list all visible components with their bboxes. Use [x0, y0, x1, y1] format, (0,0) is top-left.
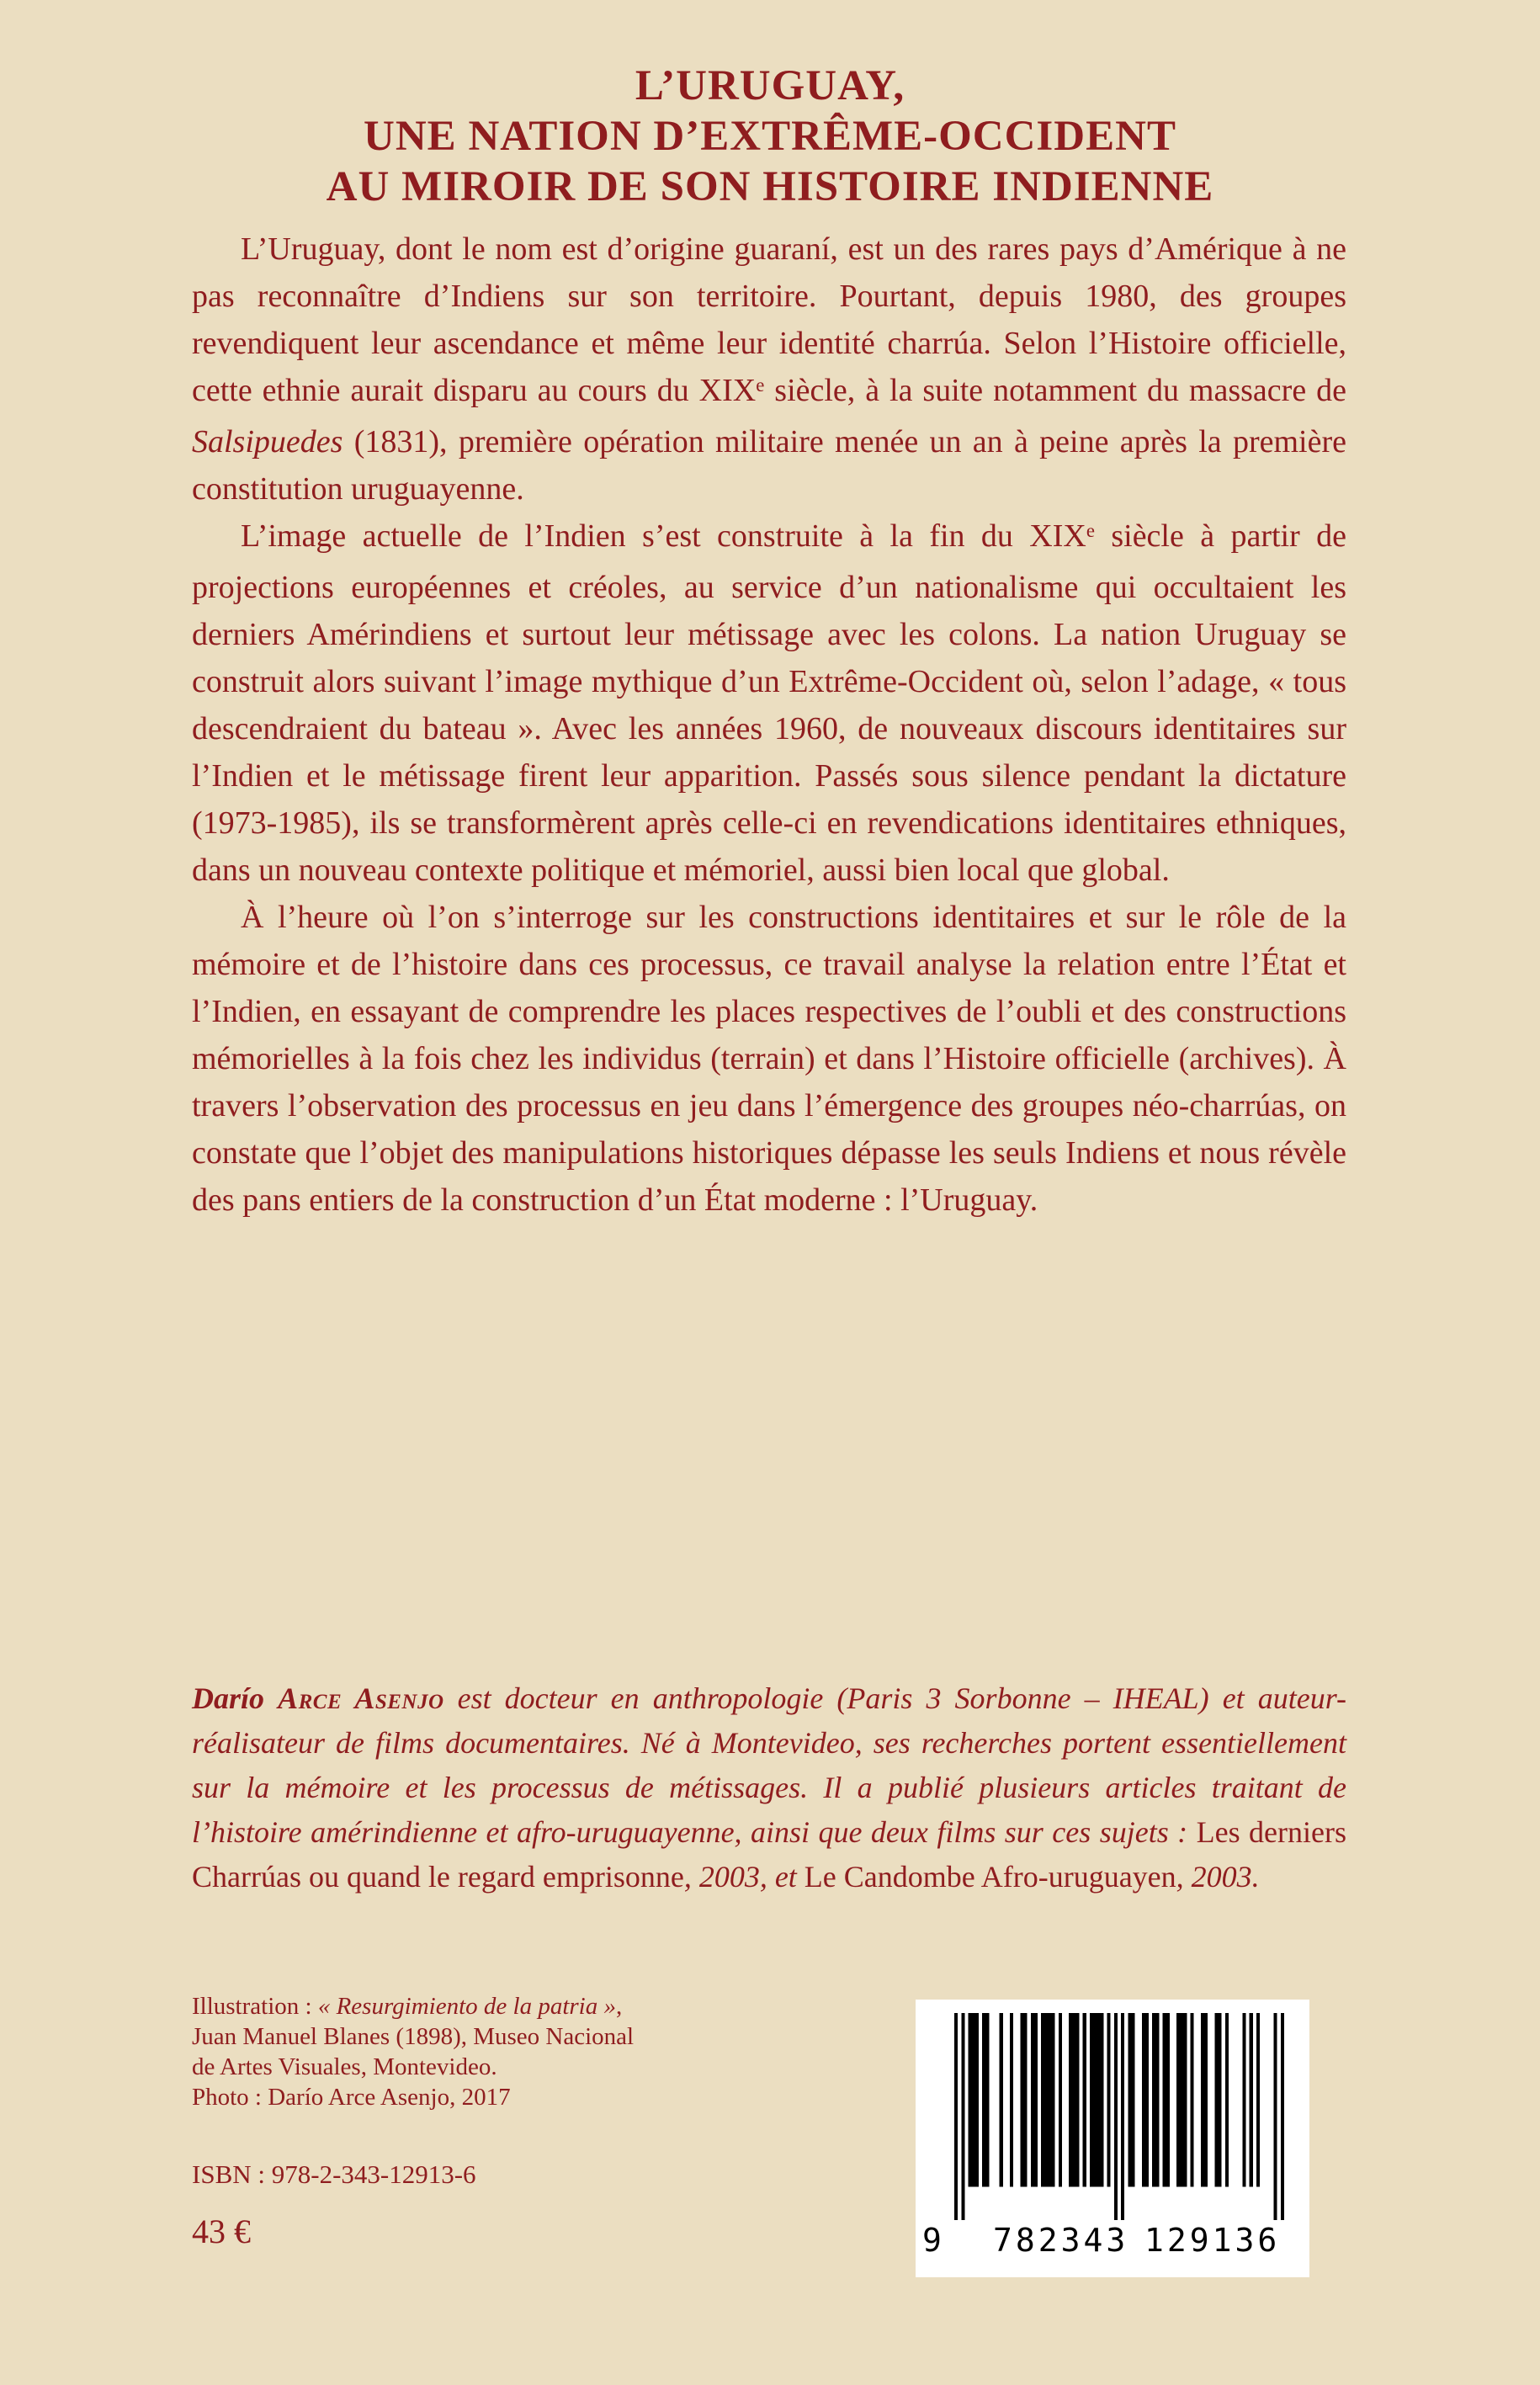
book-title-line: L’URUGUAY, — [635, 62, 905, 109]
synopsis-paragraph — [192, 226, 1346, 513]
text-segment: siècle, à la suite notamment du massacre de — [764, 373, 1346, 408]
illustration-credit — [192, 1991, 831, 2112]
price: 43 € — [192, 2212, 251, 2250]
barcode-digits — [916, 2215, 1309, 2269]
text-segment: À l’heure où l’on s’interroge sur les constructions identitaires et sur le rôle de la mémoire et de l’histoire dans ces processus, ce travail analyse la relation entre l’État et l’Indien, en essayant de comprendre les places respectives de l’oubli et des constructions mémorielles à la fois chez les individus (terrain) et dans l’Histoire officielle (archives). À travers l’observation des processus en jeu dans l’émergence des groupes néo-charrúas, on constate que l’objet des manipulations historiques dépasse les seuls Indiens et nous révèle des pans entiers de la construction d’un État moderne : l’Uruguay. — [192, 900, 1346, 1218]
barcode-svg — [954, 2013, 1284, 2220]
author-bio-paragraph — [192, 1676, 1346, 1899]
synopsis-paragraph — [192, 513, 1346, 894]
credit-line — [192, 2021, 831, 2052]
book-title-line: AU MIROIR DE SON HISTOIRE INDIENNE — [326, 163, 1214, 210]
barcode — [916, 2000, 1309, 2277]
book-title-line: UNE NATION D’EXTRÊME-OCCIDENT — [364, 113, 1176, 160]
credit-line — [192, 2082, 831, 2112]
text-segment: (1831), première opération militaire menée un an à peine après la première constitution uruguayenne. — [192, 424, 1346, 507]
text-segment: est docteur en anthropologie (Paris 3 Sorbonne – IHEAL) et auteur-réalisateur de films documentaires. Né à Montevideo, ses recherches portent essentiellement sur la mémoire et les processus de métissages. Il a publié plusieurs articles traitant de l’histoire amérindienne et afro-uruguayenne, ainsi que deux films sur ces sujets : — [192, 1681, 1346, 1849]
text-segment: , 2003, et — [683, 1860, 805, 1894]
text-segment: « Resurgimiento de la patria » — [317, 1993, 616, 2020]
text-segment: , — [615, 1993, 623, 2020]
text-segment: Juan Manuel Blanes (1898), Museo Nacional — [192, 2023, 635, 2050]
credit-line — [192, 1991, 831, 2021]
text-segment: Le Candombe Afro-uruguayen — [804, 1860, 1176, 1894]
text-segment: Arce Asenjo — [278, 1681, 444, 1715]
text-segment: e — [1086, 519, 1095, 541]
barcode-digit-group: 9 — [922, 2222, 942, 2259]
text-segment: e — [756, 374, 765, 396]
text-segment: L’image actuelle de l’Indien s’est construite à la fin du XIX — [241, 518, 1086, 554]
barcode-digit-group: 782343 — [993, 2222, 1129, 2259]
text-segment: Salsipuedes — [192, 424, 343, 459]
text-segment: Darío — [192, 1681, 279, 1715]
text-segment: Les derniers Charrúas ou quand le regard emprisonne — [192, 1815, 1346, 1894]
barcode-digit-group: 129136 — [1144, 2222, 1281, 2259]
isbn: ISBN : 978-2-343-12913-6 — [192, 2159, 476, 2189]
text-segment: Illustration : — [192, 1993, 318, 2020]
text-segment: , 2003. — [1176, 1860, 1260, 1894]
book-title — [0, 61, 1540, 212]
synopsis — [192, 226, 1346, 1224]
text-segment: de Artes Visuales, Montevideo. — [192, 2053, 497, 2080]
text-segment: Photo : Darío Arce Asenjo, 2017 — [192, 2084, 511, 2111]
author-bio — [192, 1676, 1346, 1899]
text-segment: L’Uruguay, dont le nom est d’origine guaraní, est un des rares pays d’Amérique à ne pas reconnaître d’Indiens sur son territoire. Pourtant, depuis 1980, des groupes revendiquent leur ascendance et même leur identité charrúa. Selon l’Histoire officielle, cette ethnie aurait disparu au cours du XIX — [192, 231, 1346, 408]
text-segment: siècle à partir de projections européennes et créoles, au service d’un nationalisme qui occultaient les derniers Amérindiens et surtout leur métissage avec les colons. La nation Uruguay se construit alors suivant l’image mythique d’un Extrême-Occident où, selon l’adage, « tous descendraient du bateau ». Avec les années 1960, de nouveaux discours identitaires sur l’Indien et le métissage firent leur apparition. Passés sous silence pendant la dictature (1973-1985), ils se transformèrent après celle-ci en revendications identitaires ethniques, dans un nouveau contexte politique et mémoriel, aussi bien local que global. — [192, 518, 1347, 888]
synopsis-paragraph — [192, 894, 1346, 1224]
credit-line — [192, 2052, 831, 2082]
